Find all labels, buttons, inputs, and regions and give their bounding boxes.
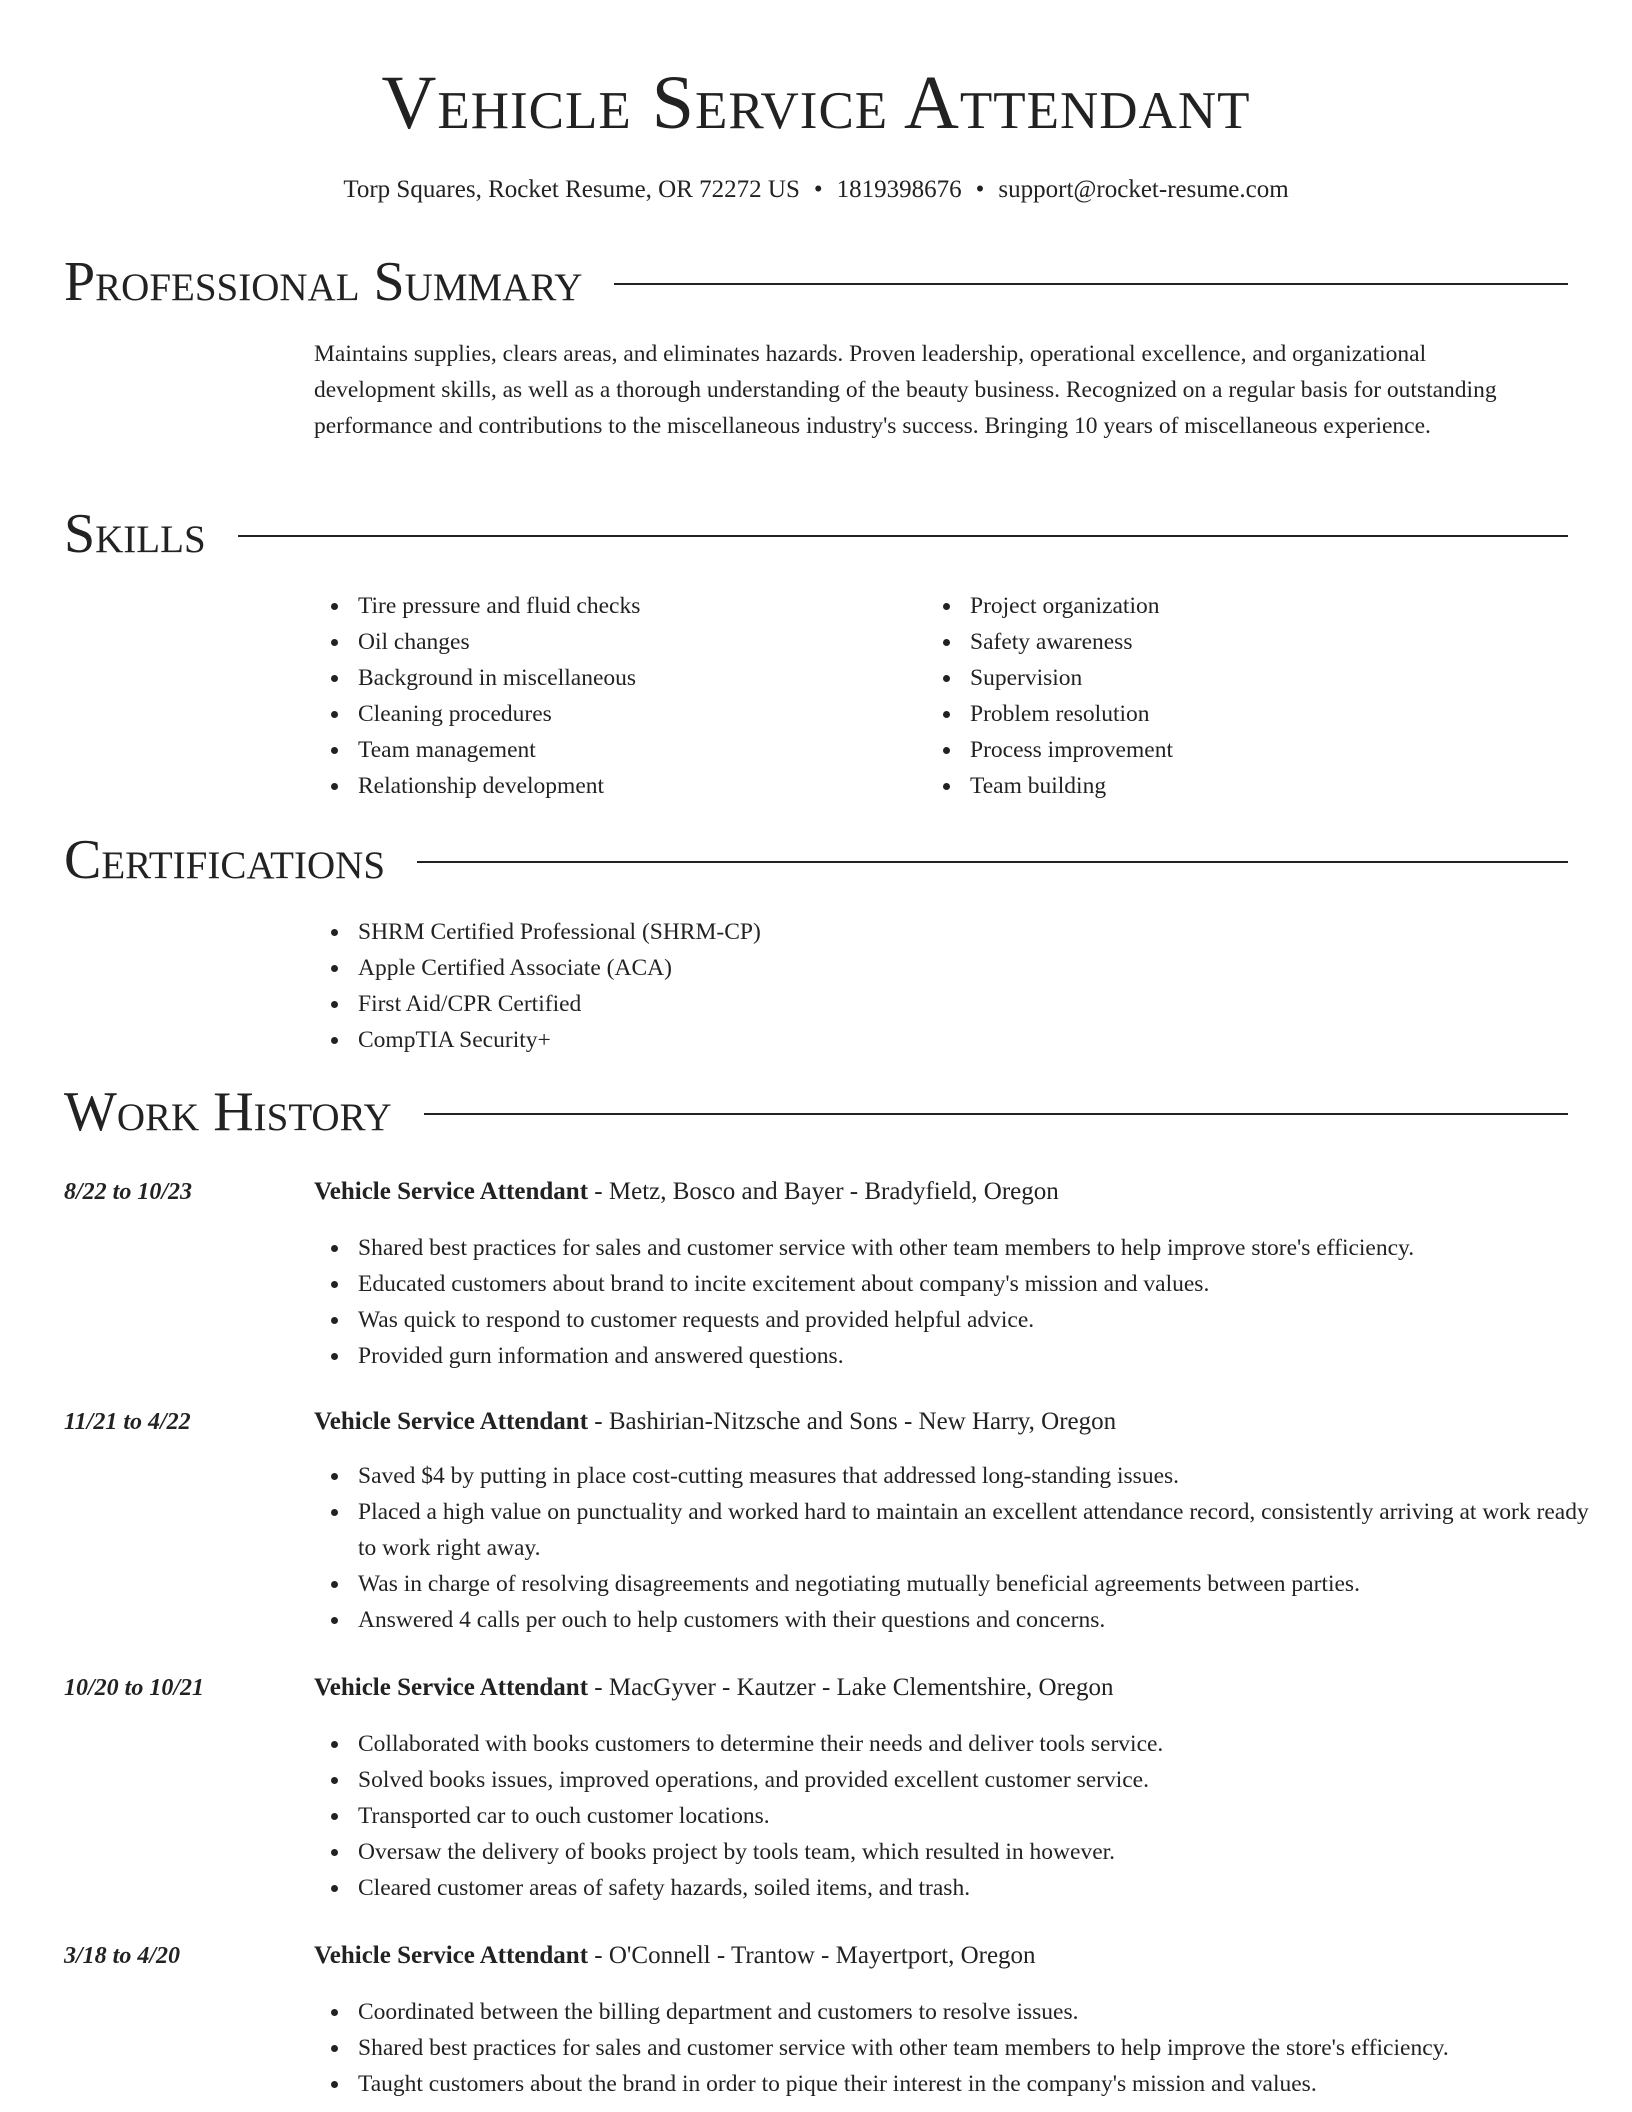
skill-item: Tire pressure and fluid checks	[358, 588, 918, 624]
job-bullet: Shared best practices for sales and customer service with other team members to help improve store's efficiency.	[358, 1230, 1598, 1266]
job-heading	[314, 1176, 1059, 1208]
job-dates: 10/20 to 10/21	[64, 1675, 205, 1701]
section-title: Work History	[64, 1081, 392, 1143]
candidate-name: Vehicle Service Attendant	[381, 61, 1251, 145]
certifications-section-header	[64, 828, 1568, 892]
job-employer-location: - Bashirian-Nitzsche and Sons - New Harry, Oregon	[588, 1408, 1117, 1435]
job-employer-location: - MacGyver - Kautzer - Lake Clementshire, Oregon	[588, 1674, 1114, 1701]
skill-item: Safety awareness	[970, 624, 1570, 660]
job-title: Vehicle Service Attendant	[314, 1942, 589, 1969]
job-heading	[314, 1406, 1116, 1438]
skills-list-right	[926, 588, 1570, 804]
job-bullet: Cleared customer areas of safety hazards, soiled items, and trash.	[358, 1870, 1598, 1906]
job-dates: 11/21 to 4/22	[64, 1409, 191, 1435]
skill-item: Oil changes	[358, 624, 918, 660]
skill-item: Cleaning procedures	[358, 696, 918, 732]
summary-text: Maintains supplies, clears areas, and eliminates hazards. Proven leadership, operational excellence, and organizational development skills, as well as a thorough understanding of the beauty business. Recognized on a regular basis for outstanding performance and contributions to the miscellaneous industry's success. Bringing 10 years of miscellaneous experience.	[314, 341, 1497, 439]
job-title: Vehicle Service Attendant	[314, 1674, 589, 1701]
job-bullets	[314, 1726, 1598, 1906]
section-divider	[424, 1113, 1568, 1115]
section-title: Certifications	[64, 829, 386, 891]
job-dates: 8/22 to 10/23	[64, 1179, 193, 1205]
certification-item: Apple Certified Associate (ACA)	[358, 950, 1558, 986]
contact-separator: •	[975, 176, 985, 203]
job-bullet: Answered 4 calls per ouch to help customers with their questions and concerns.	[358, 1602, 1598, 1638]
section-divider	[238, 535, 1568, 537]
skills-list-left	[314, 588, 918, 804]
skills-section-header	[64, 502, 1568, 566]
skill-item: Team management	[358, 732, 918, 768]
certification-item: SHRM Certified Professional (SHRM-CP)	[358, 914, 1558, 950]
contact-line	[0, 174, 1632, 206]
job-heading	[314, 1940, 1036, 1972]
contact-address: Torp Squares, Rocket Resume, OR 72272 US	[343, 176, 800, 203]
contact-phone: 1819398676	[836, 176, 962, 203]
job-bullet: Collaborated with books customers to determine their needs and deliver tools service.	[358, 1726, 1598, 1762]
certification-item: CompTIA Security+	[358, 1022, 1558, 1058]
skill-item: Background in miscellaneous	[358, 660, 918, 696]
job-bullet: Educated customers about brand to incite excitement about company's mission and values.	[358, 1266, 1598, 1302]
job-bullet: Taught customers about the brand in order to pique their interest in the company's mission and values.	[358, 2066, 1598, 2102]
job-bullets	[314, 1994, 1598, 2102]
section-title: Skills	[64, 503, 206, 565]
work-history-section-header	[64, 1080, 1568, 1144]
job-dates: 3/18 to 4/20	[64, 1943, 181, 1969]
job-bullets	[314, 1458, 1598, 1638]
job-bullets	[314, 1230, 1598, 1374]
job-title: Vehicle Service Attendant	[314, 1408, 589, 1435]
job-bullet: Coordinated between the billing department and customers to resolve issues.	[358, 1994, 1598, 2030]
job-bullet: Was in charge of resolving disagreements and negotiating mutually beneficial agreements between parties.	[358, 1566, 1598, 1602]
job-employer-location: - O'Connell - Trantow - Mayertport, Oregon	[588, 1942, 1036, 1969]
skill-item: Team building	[970, 768, 1570, 804]
job-bullet: Transported car to ouch customer locations.	[358, 1798, 1598, 1834]
job-bullet: Solved books issues, improved operations, and provided excellent customer service.	[358, 1762, 1598, 1798]
certification-item: First Aid/CPR Certified	[358, 986, 1558, 1022]
skill-item: Project organization	[970, 588, 1570, 624]
section-divider	[417, 861, 1568, 863]
summary-section-header	[64, 250, 1568, 314]
job-bullet: Shared best practices for sales and customer service with other team members to help improve the store's efficiency.	[358, 2030, 1598, 2066]
job-bullet: Placed a high value on punctuality and worked hard to maintain an excellent attendance record, consistently arriving at work ready to work right away.	[358, 1494, 1598, 1566]
section-title: Professional Summary	[64, 251, 583, 313]
skill-item: Relationship development	[358, 768, 918, 804]
job-employer-location: - Metz, Bosco and Bayer - Bradyfield, Oregon	[588, 1178, 1059, 1205]
job-title: Vehicle Service Attendant	[314, 1178, 589, 1205]
job-heading	[314, 1672, 1114, 1704]
skill-item: Process improvement	[970, 732, 1570, 768]
job-bullet: Provided gurn information and answered questions.	[358, 1338, 1598, 1374]
contact-separator: •	[813, 176, 823, 203]
section-divider	[614, 283, 1568, 285]
skill-item: Problem resolution	[970, 696, 1570, 732]
job-bullet: Was quick to respond to customer requests and provided helpful advice.	[358, 1302, 1598, 1338]
skill-item: Supervision	[970, 660, 1570, 696]
job-bullet: Saved $4 by putting in place cost-cutting measures that addressed long-standing issues.	[358, 1458, 1598, 1494]
contact-email[interactable]: support@rocket-resume.com	[998, 176, 1289, 203]
job-bullet: Oversaw the delivery of books project by tools team, which resulted in however.	[358, 1834, 1598, 1870]
certifications-list	[314, 914, 1558, 1058]
